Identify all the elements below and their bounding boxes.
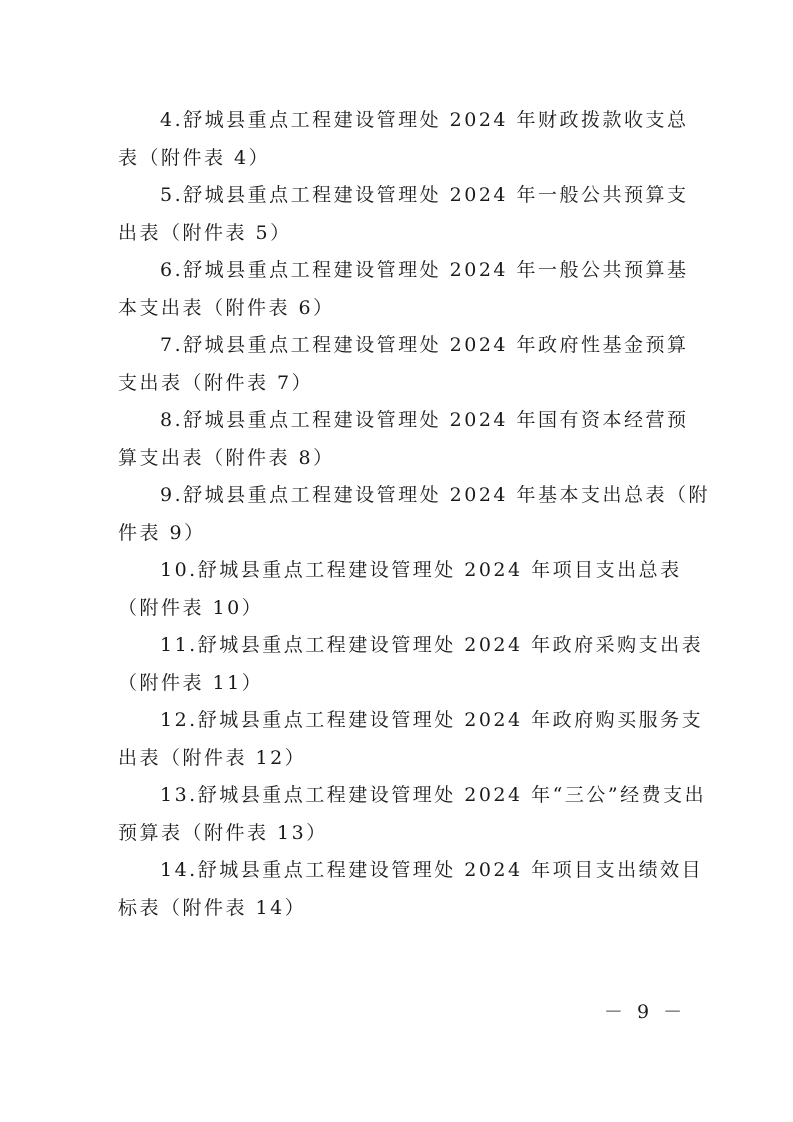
list-item-5-line-1: 5.舒城县重点工程建设管理处 2024 年一般公共预算支 <box>160 184 689 206</box>
list-item-11-line-1: 11.舒城县重点工程建设管理处 2024 年政府采购支出表 <box>160 634 704 656</box>
list-item-8-line-2: 算支出表（附件表 8） <box>118 447 335 469</box>
page-number: － 9 － <box>603 1001 687 1023</box>
list-item-6-line-1: 6.舒城县重点工程建设管理处 2024 年一般公共预算基 <box>160 259 689 281</box>
list-item-10-line-1: 10.舒城县重点工程建设管理处 2024 年项目支出总表 <box>160 559 682 581</box>
list-item-8-line-1: 8.舒城县重点工程建设管理处 2024 年国有资本经营预 <box>160 409 689 431</box>
list-item-10-line-2: （附件表 10） <box>118 597 264 619</box>
list-item-12-line-2: 出表（附件表 12） <box>118 747 307 769</box>
list-item-6-line-2: 本支出表（附件表 6） <box>118 297 335 319</box>
list-item-13-line-1: 13.舒城县重点工程建设管理处 2024 年“三公”经费支出 <box>160 784 707 806</box>
list-item-14-line-1: 14.舒城县重点工程建设管理处 2024 年项目支出绩效目 <box>160 859 704 881</box>
list-item-7-line-2: 支出表（附件表 7） <box>118 372 314 394</box>
list-item-7-line-1: 7.舒城县重点工程建设管理处 2024 年政府性基金预算 <box>160 334 689 356</box>
list-item-9-line-2: 件表 9） <box>118 522 206 544</box>
list-item-4-line-1: 4.舒城县重点工程建设管理处 2024 年财政拨款收支总 <box>160 109 689 131</box>
list-item-9-line-1: 9.舒城县重点工程建设管理处 2024 年基本支出总表（附 <box>160 484 711 506</box>
list-item-13-line-2: 预算表（附件表 13） <box>118 822 328 844</box>
list-item-12-line-1: 12.舒城县重点工程建设管理处 2024 年政府购买服务支 <box>160 709 704 731</box>
list-item-4-line-2: 表（附件表 4） <box>118 147 271 169</box>
list-item-5-line-2: 出表（附件表 5） <box>118 222 292 244</box>
list-item-11-line-2: （附件表 11） <box>118 672 264 694</box>
list-item-14-line-2: 标表（附件表 14） <box>118 897 307 919</box>
